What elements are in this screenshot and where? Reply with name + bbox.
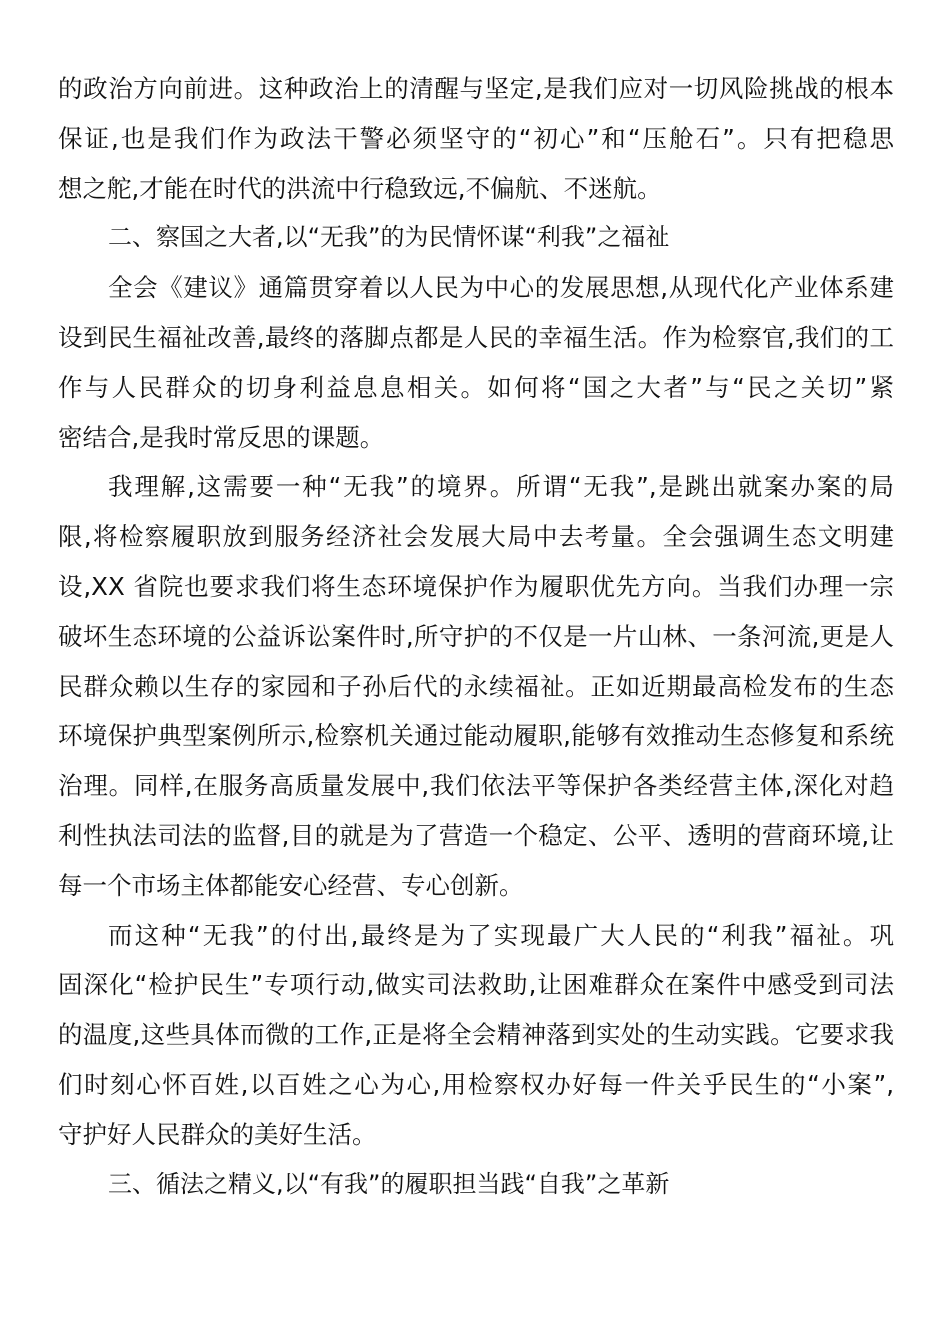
text-line: 的温度,这些具体而微的工作,正是将全会精神落到实处的生动实践。它要求我	[58, 1020, 894, 1050]
text-line: 每一个市场主体都能安心经营、专心创新。	[58, 870, 524, 900]
text-line: 想之舵,才能在时代的洪流中行稳致远,不偏航、不迷航。	[58, 173, 662, 203]
text-line: 作与人民群众的切身利益息息相关。如何将“国之大者”与“民之关切”紧	[58, 372, 894, 402]
text-line: 设到民生福祉改善,最终的落脚点都是人民的幸福生活。作为检察官,我们的工	[58, 322, 894, 352]
text-line: 守护好人民群众的美好生活。	[58, 1119, 377, 1149]
text-line: 治理。同样,在服务高质量发展中,我们依法平等保护各类经营主体,深化对趋	[58, 771, 894, 801]
section-heading-3: 三、循法之精义,以“有我”的履职担当践“自我”之革新	[108, 1169, 670, 1198]
text-line: 固深化“检护民生”专项行动,做实司法救助,让困难群众在案件中感受到司法	[58, 970, 894, 1000]
text-line: 利性执法司法的监督,目的就是为了营造一个稳定、公平、透明的营商环境,让	[58, 820, 894, 850]
paragraph	[58, 263, 894, 462]
text-line: 全会《建议》通篇贯穿着以人民为中心的发展思想,从现代化产业体系建	[108, 273, 894, 303]
text-line: 环境保护典型案例所示,检察机关通过能动履职,能够有效推动生态修复和系统	[58, 721, 894, 751]
document-page	[58, 64, 894, 1209]
text-line: 破坏生态环境的公益诉讼案件时,所守护的不仅是一片山林、一条河流,更是人	[58, 621, 894, 651]
text-line: 民群众赖以生存的家园和子孙后代的永续福祉。正如近期最高检发布的生态	[58, 671, 894, 701]
text-line: 限,将检察履职放到服务经济社会发展大局中去考量。全会强调生态文明建	[58, 522, 894, 552]
paragraph	[58, 911, 894, 1160]
text-line: 的政治方向前进。这种政治上的清醒与坚定,是我们应对一切风险挑战的根本	[58, 74, 894, 103]
text-line: 保证,也是我们作为政法干警必须坚守的“初心”和“压舱石”。只有把稳思	[58, 123, 894, 153]
paragraph	[58, 462, 894, 910]
text-line: 密结合,是我时常反思的课题。	[58, 422, 385, 452]
section-heading-2: 二、察国之大者,以“无我”的为民情怀谋“利我”之福祉	[108, 223, 670, 252]
text-line: 而这种“无我”的付出,最终是为了实现最广大人民的“利我”福祉。巩	[108, 920, 894, 950]
text-line: 们时刻心怀百姓,以百姓之心为心,用检察权办好每一件关乎民生的“小案”,	[58, 1069, 894, 1099]
text-line: 我理解,这需要一种“无我”的境界。所谓“无我”,是跳出就案办案的局	[108, 472, 894, 502]
text-line: 设,XX 省院也要求我们将生态环境保护作为履职优先方向。当我们办理一宗	[58, 571, 894, 601]
paragraph-continuation	[58, 64, 894, 213]
